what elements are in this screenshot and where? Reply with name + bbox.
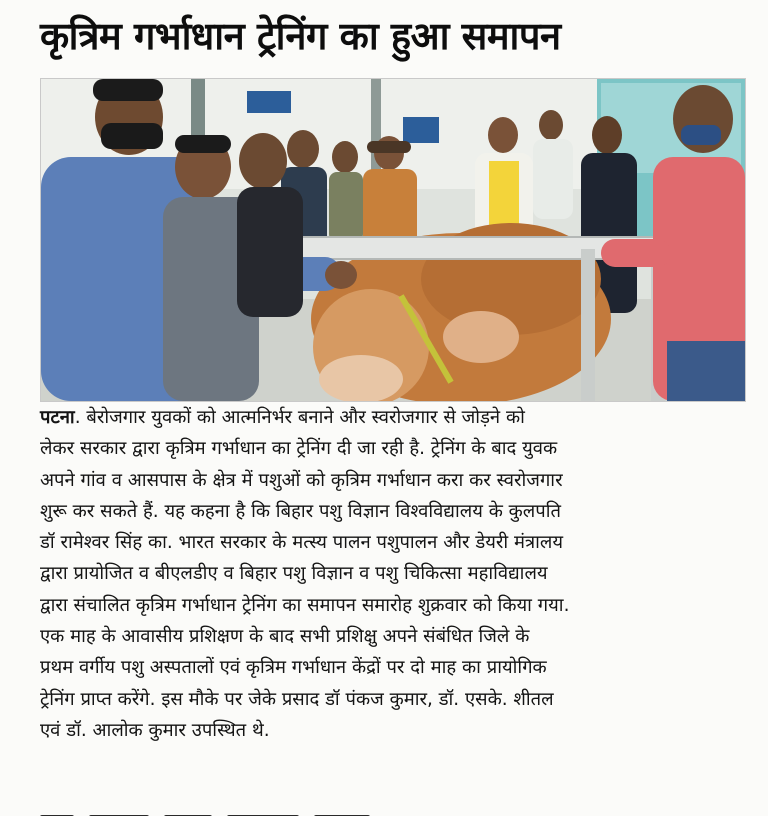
article-line: शुरू कर सकते हैं. यह कहना है कि बिहार पशु विज्ञान विश्वविद्यालय के कुलपति — [40, 500, 561, 522]
article-line: एवं डॉ. आलोक कुमार उपस्थित थे. — [40, 719, 270, 741]
article-line — [40, 402, 754, 433]
article-line: डॉ रामेश्वर सिंह का. भारत सरकार के मत्स्य पालन पशुपालन और डेयरी मंत्रालय — [40, 532, 564, 554]
article-paragraph — [40, 402, 754, 746]
news-photo — [40, 78, 746, 402]
cut-off-text-strip — [40, 806, 420, 816]
wall-sign — [403, 117, 439, 143]
article-line: द्वारा संचालित कृत्रिम गर्भाधान ट्रेनिंग का समापन समारोह शुक्रवार को किया गया. — [40, 594, 570, 616]
article-line: एक माह के आवासीय प्रशिक्षण के बाद सभी प्रशिक्षु अपने संबंधित जिले के — [40, 626, 530, 648]
article-line-text: . बेरोजगार युवकों को आत्मनिर्भर बनाने और स्वरोजगार से जोड़ने को — [74, 407, 525, 428]
article-line: द्वारा प्रायोजित व बीएलडीए व बिहार पशु विज्ञान व पशु चिकित्सा महाविद्यालय — [40, 563, 548, 585]
headline: कृत्रिम गर्भाधान ट्रेनिंग का हुआ समापन — [40, 14, 561, 58]
dateline: पटना — [40, 407, 75, 428]
article-line: अपने गांव व आसपास के क्षेत्र में पशुओं को कृत्रिम गर्भाधान करा कर स्वरोजगार — [40, 469, 563, 491]
article-line: लेकर सरकार द्वारा कृत्रिम गर्भाधान का ट्रेनिंग दी जा रही है. ट्रेनिंग के बाद युवक — [40, 438, 558, 460]
article-body — [40, 402, 754, 746]
article-line: प्रथम वर्गीय पशु अस्पतालों एवं कृत्रिम गर्भाधान केंद्रों पर दो माह का प्रायोगिक — [40, 657, 547, 679]
wall-sign — [247, 91, 291, 113]
article-line: ट्रेनिंग प्राप्त करेंगे. इस मौके पर जेके प्रसाद डॉ पंकज कुमार, डॉ. एसके. शीतल — [40, 688, 554, 710]
photo-illustration — [41, 79, 745, 401]
